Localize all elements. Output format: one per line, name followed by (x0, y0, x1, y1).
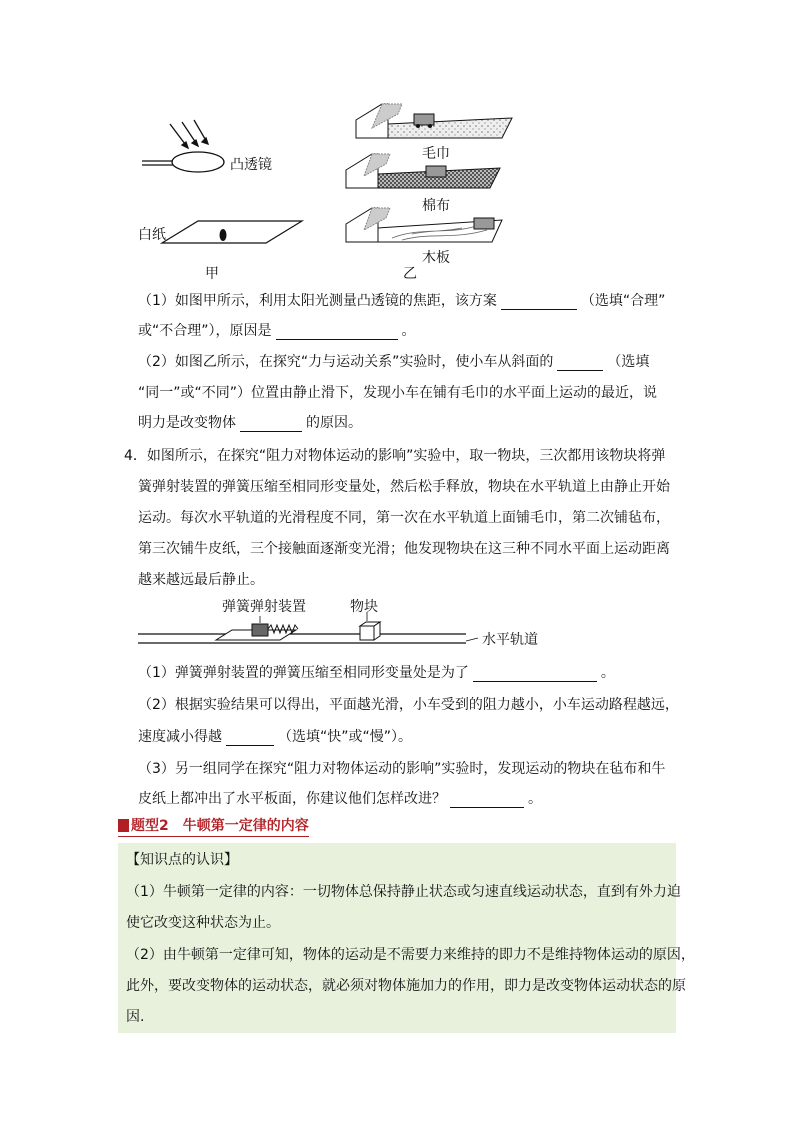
q4-line3: 运动。每次水平轨道的光滑程度不同，第一次在水平轨道上面铺毛巾，第二次铺毡布， (138, 510, 670, 526)
towel-label: 毛巾 (422, 146, 450, 162)
spring-label: 弹簧弹射装置 (222, 599, 306, 615)
k2-line3: 因. (126, 1009, 145, 1025)
q4-s3-line1: （3）另一组同学在探究“阻力对物体运动的影响”实验时，发现运动的物块在毡布和牛 (138, 761, 666, 777)
k2-line1: （2）由牛顿第一定律可知，物体的运动是不需要力来维持的即力不是维持物体运动的原因， (126, 947, 695, 963)
k1-line2: 使它改变这种状态为止。 (126, 915, 280, 931)
answer-blank[interactable] (557, 356, 603, 371)
answer-blank[interactable] (450, 793, 524, 808)
q4-line5: 越来越远最后静止。 (138, 572, 264, 588)
q4-s3-line2: 皮纸上都冲出了水平板面，你建议他们怎样改进？ 。 (138, 791, 542, 807)
q3-p2-line1: （2）如图乙所示，在探究“力与运动关系”实验时，使小车从斜面的 （选填 (138, 354, 650, 370)
q3-p2-line3: 明力是改变物体 的原因。 (138, 415, 362, 431)
lens-label: 凸透镜 (230, 157, 272, 173)
q4-line2: 簧弹射装置的弹簧压缩至相同形变量处，然后松手释放，物块在水平轨道上由静止开始 (138, 479, 670, 495)
knowledge-box (118, 843, 695, 1033)
box-title: 【知识点的认识】 (126, 852, 238, 868)
paper-label: 白纸 (138, 227, 166, 243)
answer-blank[interactable] (501, 295, 577, 310)
q4-line4: 第三次铺牛皮纸，三个接触面逐渐变光滑；他发现物块在这三种不同水平面上运动距离 (138, 541, 670, 557)
cotton-label: 棉布 (422, 198, 450, 214)
k2-line2: 此外，要改变物体的运动状态，就必须对物体施加力的作用，即力是改变物体运动状态的原 (126, 978, 686, 994)
q4-s1: （1）弹簧弹射装置的弹簧压缩至相同形变量处是为了 。 (138, 665, 615, 681)
answer-blank[interactable] (473, 667, 597, 682)
figure-yi (342, 100, 517, 250)
q4-line1: 4．如图所示，在探究“阻力对物体运动的影响”实验中，取一物块，三次都用该物块将弹 (124, 448, 666, 464)
block-label: 物块 (350, 599, 378, 615)
answer-blank[interactable] (276, 325, 398, 340)
q4-s2-line2: 速度减小得越 （选填“快”或“慢”）。 (138, 729, 413, 745)
q4-s2-line1: （2）根据实验结果可以得出，平面越光滑，小车受到的阻力越小，小车运动路程越远， (138, 697, 679, 713)
answer-blank[interactable] (240, 417, 302, 432)
yi-label: 乙 (403, 266, 417, 282)
answer-blank[interactable] (226, 731, 274, 746)
wood-label: 木板 (422, 250, 450, 266)
q3-p1-line2: 或“不合理”），原因是 。 (138, 323, 416, 339)
section-heading: 题型2 牛顿第一定律的内容 (118, 815, 309, 837)
jia-label: 甲 (205, 266, 219, 282)
heading-marker-icon (118, 819, 129, 832)
k1-line1: （1）牛顿第一定律的内容：一切物体总保持静止状态或匀速直线运动状态，直到有外力迫 (126, 884, 681, 900)
q3-p1-line1: （1）如图甲所示，利用太阳光测量凸透镜的焦距，该方案 （选填“合理” (138, 293, 666, 309)
q3-p2-line2: “同一”或“不同”）位置由静止滑下，发现小车在铺有毛巾的水平面上运动的最近，说 (138, 385, 658, 401)
track-label: 水平轨道 (482, 632, 538, 648)
